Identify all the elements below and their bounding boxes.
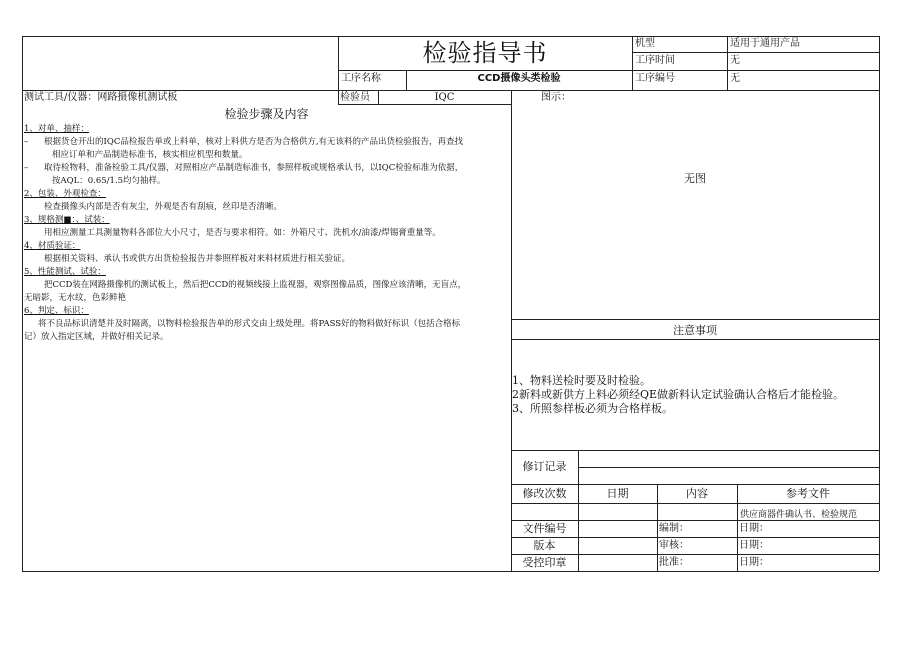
- revision-header-content: 内容: [686, 487, 708, 500]
- step-line: [24, 253, 510, 266]
- reference-documents: 供应商器件确认书、检验规范: [740, 510, 858, 520]
- step-text: 无暗影，无水纹，色彩鲜艳: [24, 293, 127, 303]
- step-heading: [24, 305, 510, 318]
- step-line: [24, 162, 510, 175]
- step-heading: [24, 188, 510, 201]
- step-line: [24, 136, 510, 149]
- step-text: 2、包装、外观检查：: [24, 189, 106, 199]
- step-text: 4、材质验证：: [24, 241, 81, 251]
- step-heading: [24, 214, 510, 227]
- step-line: [24, 279, 510, 292]
- doc-number-label: 文件编号: [522, 522, 567, 535]
- note-item: 1、物料送检时要及时检验。: [512, 374, 651, 387]
- approved-label: 批准：: [659, 557, 689, 568]
- notes-list: [512, 374, 878, 416]
- step-heading: [24, 240, 510, 253]
- test-tools: 测试工具/仪器：网路摄像机测试板: [24, 92, 178, 103]
- process-name-label: 工序名称: [341, 73, 381, 84]
- revision-title: 修订记录: [522, 460, 567, 473]
- document-title: 检验指导书: [422, 39, 548, 67]
- step-line: [24, 318, 510, 331]
- step-text: 将不良品标识清楚并及时隔离，以物料检验报告单的形式交由上级处理。将PASS好的物料做好标识（包括合格标: [38, 319, 461, 329]
- inspector-label: 检验员: [340, 92, 370, 103]
- reviewed-date-label: 日期：: [739, 540, 769, 551]
- step-text: 检查摄像头内部是否有灰尘，外观是否有刮痕，丝印是否清晰。: [44, 202, 283, 212]
- step-text: 5、性能测试、试验：: [24, 267, 106, 277]
- step-text: 按AQL：0.65/1.5均匀抽样。: [52, 176, 166, 186]
- step-text: 根据相关资料、承认书或供方出货检验报告并参照样板对来料材质进行相关验证。: [44, 254, 351, 264]
- inspection-steps: [24, 123, 510, 344]
- revision-header-reference: 参考文件: [786, 487, 830, 500]
- prepared-label: 编制：: [659, 523, 689, 534]
- step-line: [24, 292, 510, 305]
- step-line: [24, 201, 510, 214]
- model-value: 适用于通用产品: [730, 38, 800, 49]
- controlled-stamp-label: 受控印章: [522, 556, 567, 569]
- process-time-label: 工序时间: [635, 55, 675, 66]
- note-item: 2新料或新供方上料必须经QE做新料认定试验确认合格后才能检验。: [512, 388, 845, 401]
- step-text: 取待检物料，准备检验工具/仪器，对照相应产品制造标准书，参照样板或规格承认书，以IQC检验标准为依据，: [44, 163, 464, 173]
- step-text: 记）放入指定区域，并做好相关记录。: [24, 332, 169, 342]
- notes-title: 注意事项: [673, 324, 717, 337]
- note-item: 3、所照参样板必须为合格样板。: [512, 402, 673, 415]
- step-heading: [24, 266, 510, 279]
- model-label: 机型: [635, 38, 655, 49]
- step-text: 3、规格测■：、试装：: [24, 215, 110, 225]
- step-heading: [24, 123, 510, 136]
- approved-date-label: 日期：: [739, 557, 769, 568]
- prepared-date-label: 日期：: [739, 523, 769, 534]
- process-number-label: 工序编号: [635, 73, 675, 84]
- figure-label: 图示：: [541, 92, 571, 103]
- step-text: 用相应测量工具测量物料各部位大小尺寸，是否与要求相符。如：外箱尺寸、洗机水/油漆/焊锡膏重量等。: [44, 228, 441, 238]
- figure-placeholder: 无图: [684, 172, 706, 185]
- revision-header-date: 日期: [606, 487, 629, 500]
- step-text: 根据货仓开出的IQC品检报告单或上料单，核对上料供方是否为合格供方,有无该料的产品出货检验报告，再查找: [44, 137, 464, 147]
- step-dash-marker: –: [24, 163, 29, 173]
- step-text: 相应订单和产品制造标准书，核实相应机型和数量。: [52, 150, 248, 160]
- step-text: 1、对单、抽样：: [24, 124, 89, 134]
- step-line: [24, 149, 510, 162]
- step-text: 把CCD装在网路摄像机的测试板上，然后把CCD的视频线接上监视器，观察图像品质，图像应该清晰，无盲点，: [44, 280, 467, 290]
- inspector-value: IQC: [434, 92, 455, 103]
- process-time-value: 无: [730, 55, 740, 66]
- step-line: [24, 175, 510, 188]
- reviewed-label: 审核：: [659, 540, 689, 551]
- steps-title: 检验步骤及内容: [224, 107, 309, 121]
- process-name-value: CCD摄像头类检验: [477, 73, 561, 84]
- step-line: [24, 227, 510, 240]
- step-text: 6、判定、标识：: [24, 306, 89, 316]
- process-number-value: 无: [730, 73, 740, 84]
- step-line: [24, 331, 510, 344]
- version-label: 版本: [533, 539, 556, 552]
- revision-header-count: 修改次数: [522, 487, 567, 500]
- step-dash-marker: –: [24, 137, 29, 147]
